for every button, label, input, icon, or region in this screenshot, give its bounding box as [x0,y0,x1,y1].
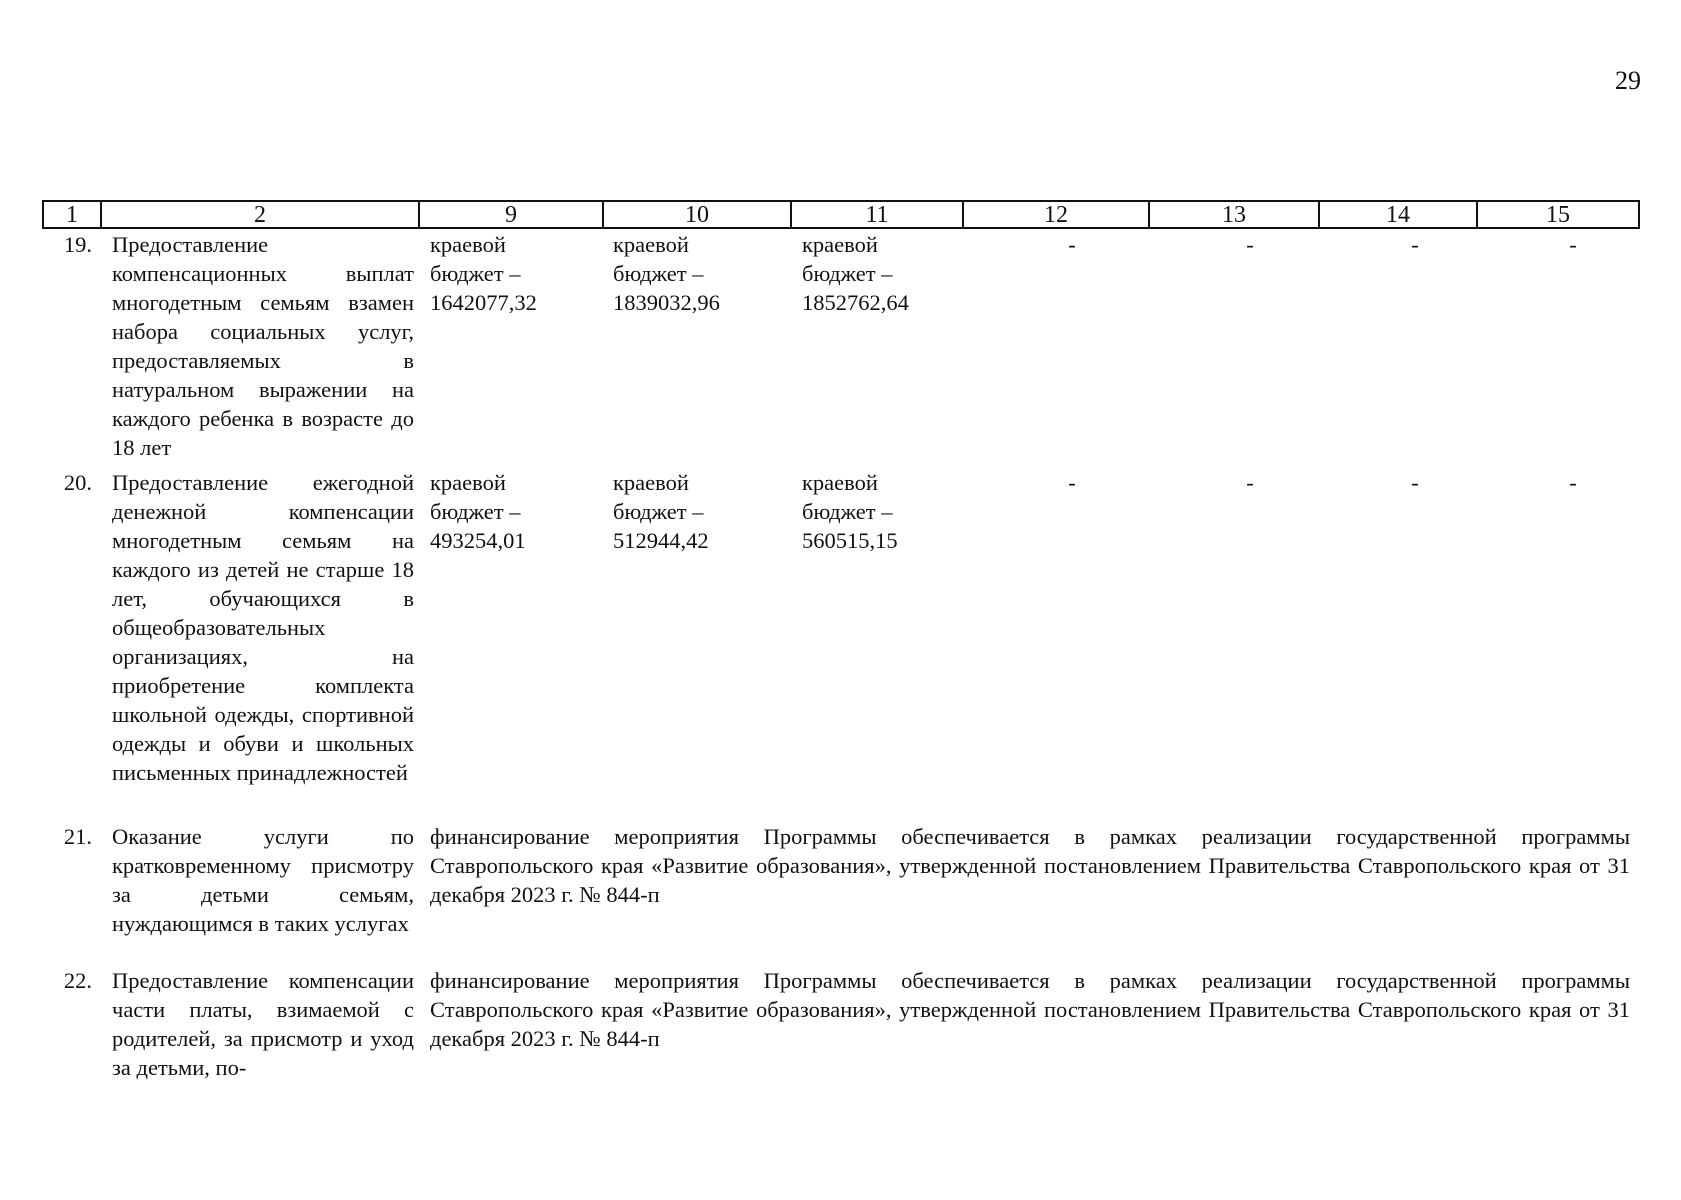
header-col-2: 2 [101,201,419,228]
header-col-1: 1 [43,201,101,228]
page-number: 29 [1615,66,1641,95]
budget-amount: 1852762,64 [802,290,909,315]
row-number: 22. [63,968,92,993]
value-col-14: - [1411,232,1419,257]
measure-name: Предоставление компенсационных выплат многодетным семьям взамен набора социальных услуг, предоставляемых в натуральном выражении на каждого ребенка в возрасте до 18 лет [112,232,414,460]
header-col-15: 15 [1477,201,1639,228]
header-col-9: 9 [419,201,603,228]
row-number: 21. [63,824,92,849]
header-col-10: 10 [603,201,791,228]
budget-amount: 512944,42 [613,528,709,553]
value-col-13: - [1246,232,1254,257]
budget-col-10 [613,230,793,317]
value-col-14: - [1411,470,1419,495]
financing-note: финансирование мероприятия Программы обеспечивается в рамках реализации государственной программы Ставропольского края «Развитие образования», утвержденной постановлением Правительства Ставропольского края от 31 декабря 2023 г. № 844-п [430,824,1630,907]
measure-name: Предоставление компенсации части платы, взимаемой с родителей, за присмотр и уход за детьми, по- [112,968,414,1080]
budget-label: бюджет – [430,499,521,524]
budget-label: бюджет – [802,261,893,286]
value-col-12: - [1068,232,1076,257]
budget-source: краевой [802,470,878,495]
measure-name: Предоставление ежегодной денежной компенсации многодетным семьям на каждого из детей не старше 18 лет, обучающихся в общеобразовательных организациях, на приобретение комплекта школьной одежды, спортивной одежды и обуви и школьных письменных принадлежностей [112,470,414,785]
budget-amount: 560515,15 [802,528,898,553]
budget-col-9 [430,230,600,317]
budget-source: краевой [802,232,878,257]
value-col-15: - [1569,232,1577,257]
value-col-12: - [1068,470,1076,495]
header-col-13: 13 [1149,201,1319,228]
budget-source: краевой [613,470,689,495]
budget-amount: 493254,01 [430,528,526,553]
column-number-header [42,200,1640,229]
budget-source: краевой [430,470,506,495]
budget-amount: 1839032,96 [613,290,720,315]
financing-note: финансирование мероприятия Программы обеспечивается в рамках реализации государственной программы Ставропольского края «Развитие образования», утвержденной постановлением Правительства Ставропольского края от 31 декабря 2023 г. № 844-п [430,968,1630,1051]
header-col-14: 14 [1319,201,1477,228]
budget-source: краевой [613,232,689,257]
budget-label: бюджет – [613,261,704,286]
budget-amount: 1642077,32 [430,290,537,315]
budget-col-11 [802,230,982,317]
header-col-12: 12 [963,201,1149,228]
budget-col-11 [802,468,982,555]
value-col-15: - [1569,470,1577,495]
value-col-13: - [1246,470,1254,495]
header-col-11: 11 [791,201,963,228]
budget-label: бюджет – [802,499,893,524]
budget-label: бюджет – [430,261,521,286]
budget-label: бюджет – [613,499,704,524]
row-number: 20. [63,470,92,495]
row-number: 19. [63,232,92,257]
measure-name: Оказание услуги по кратковременному присмотру за детьми семьям, нуждающимся в таких услугах [112,824,414,936]
budget-col-9 [430,468,600,555]
budget-source: краевой [430,232,506,257]
budget-col-10 [613,468,793,555]
